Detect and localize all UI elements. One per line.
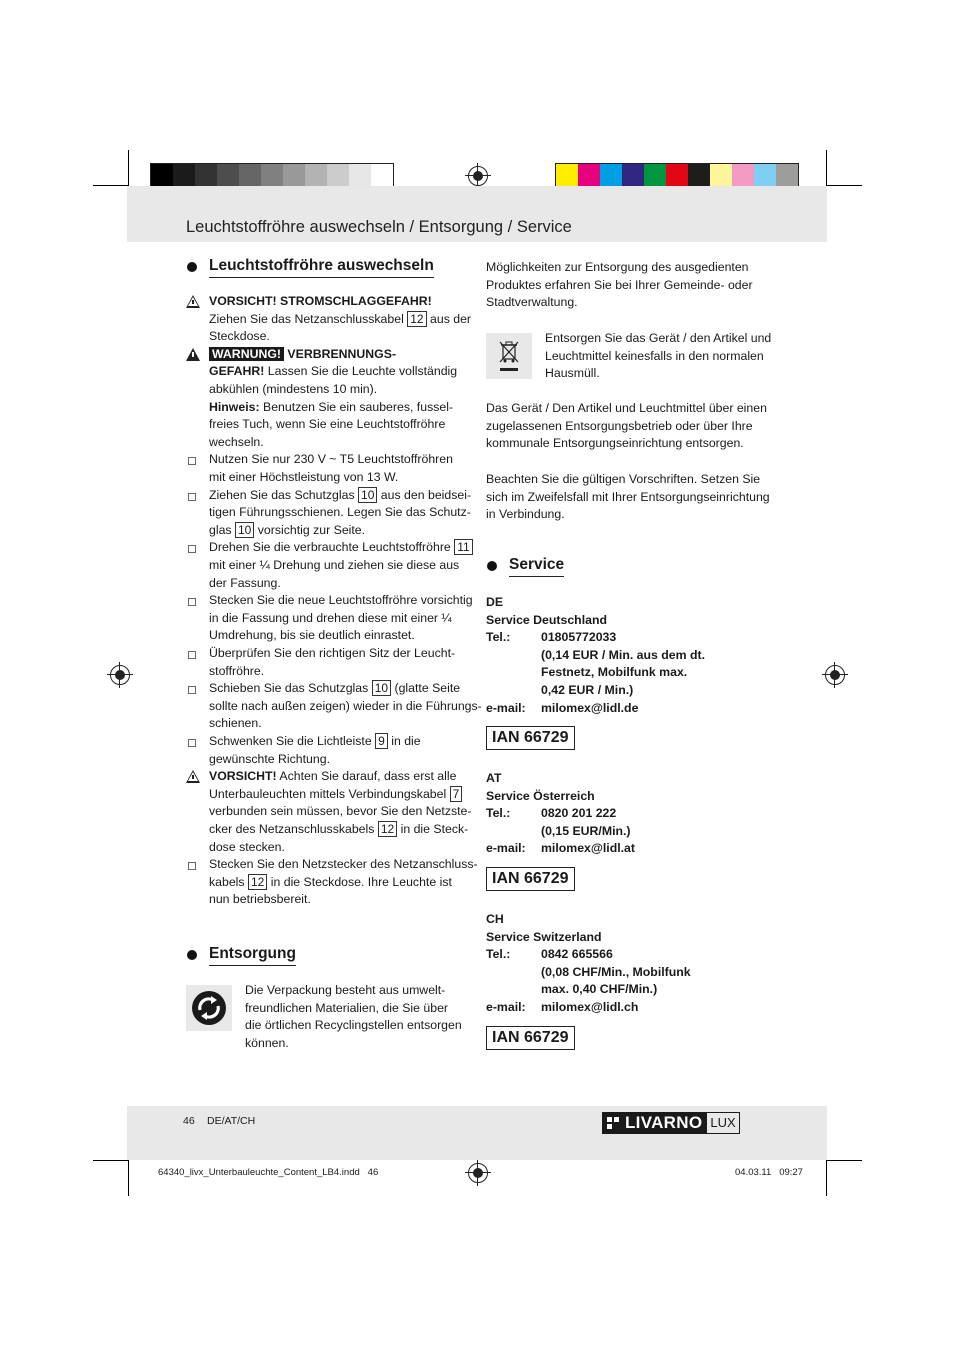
service-country: CH bbox=[486, 912, 504, 926]
text: der Fassung. bbox=[209, 575, 281, 590]
bold-text: VORSICHT! bbox=[209, 769, 277, 784]
instruction-line bbox=[209, 627, 415, 645]
color-swatch bbox=[217, 164, 239, 188]
email-address: milomex@lidl.de bbox=[541, 700, 639, 715]
text-line: die örtlichen Recyclingstellen entsorgen bbox=[245, 1018, 462, 1033]
tel-label: Tel.: bbox=[486, 947, 511, 962]
instruction-line bbox=[209, 451, 453, 469]
instruction-line bbox=[209, 856, 478, 874]
color-swatch bbox=[239, 164, 261, 188]
instruction-line bbox=[209, 821, 468, 839]
text: Schieben Sie das Schutzglas bbox=[209, 681, 372, 696]
color-swatch bbox=[151, 164, 173, 188]
bold-text: VORSICHT! STROMSCHLAGGEFAHR! bbox=[209, 294, 432, 308]
instruction-line bbox=[209, 434, 264, 452]
instruction-line bbox=[209, 715, 262, 733]
email-label: e-mail: bbox=[486, 700, 526, 715]
bullet-icon bbox=[187, 262, 197, 272]
text: abkühlen (mindestens 10 min). bbox=[209, 382, 378, 396]
green-dot-recycling-icon bbox=[186, 985, 232, 1031]
text-line: Stadtverwaltung. bbox=[486, 295, 578, 310]
instruction-line bbox=[209, 504, 471, 522]
tel-line: (0,08 CHF/Min., Mobilfunk bbox=[541, 964, 691, 979]
color-swatch bbox=[754, 164, 776, 188]
color-swatch bbox=[173, 164, 195, 188]
step-checkbox-icon bbox=[188, 651, 196, 659]
crop-mark bbox=[826, 185, 862, 186]
color-swatch bbox=[261, 164, 283, 188]
service-country: AT bbox=[486, 771, 502, 785]
text: sollte nach außen zeigen) wieder in die Führungs- bbox=[209, 698, 482, 713]
text: kabels bbox=[209, 874, 248, 889]
text-line: Möglichkeiten zur Entsorgung des ausgedienten bbox=[486, 260, 749, 274]
instruction-line bbox=[209, 469, 398, 487]
text: Schwenken Sie die Lichtleiste bbox=[209, 734, 376, 748]
text: Benutzen Sie ein sauberes, fussel- bbox=[259, 399, 454, 414]
part-number-box: 10 bbox=[372, 680, 391, 696]
tel-line: 01805772033 bbox=[541, 630, 617, 645]
tel-label: Tel.: bbox=[486, 806, 511, 821]
step-checkbox-icon bbox=[188, 739, 196, 747]
step-checkbox-icon bbox=[188, 545, 196, 553]
registration-mark-icon bbox=[468, 166, 488, 186]
service-name: Service Österreich bbox=[486, 788, 595, 803]
text: Unterbauleuchten mittels Verbindungskabel bbox=[209, 786, 450, 801]
warning-triangle-icon bbox=[186, 295, 200, 308]
text: stoffröhre. bbox=[209, 663, 265, 678]
text-line: sich im Zweifelsfall mit Ihrer Entsorgungseinrichtung bbox=[486, 489, 770, 504]
color-swatch bbox=[327, 164, 349, 188]
instruction-line bbox=[209, 539, 473, 557]
part-number-box: 9 bbox=[375, 733, 388, 749]
email-address: milomex@lidl.at bbox=[541, 841, 635, 856]
registration-mark-icon bbox=[825, 665, 845, 685]
crop-mark bbox=[93, 1160, 129, 1161]
text: Ziehen Sie das Schutzglas bbox=[209, 487, 359, 502]
bold-text: Hinweis: bbox=[209, 399, 260, 414]
instruction-line bbox=[209, 522, 365, 540]
text: Nutzen Sie nur 230 V ~ T5 Leuchtstoffröhren bbox=[209, 452, 453, 467]
bullet-icon bbox=[487, 561, 497, 571]
tel-line: max. 0,40 CHF/Min.) bbox=[541, 982, 658, 997]
instruction-line bbox=[209, 363, 457, 381]
color-swatch bbox=[195, 164, 217, 188]
instruction-line bbox=[209, 768, 456, 786]
text: glas bbox=[209, 522, 235, 537]
email-label: e-mail: bbox=[486, 1000, 526, 1014]
text: freies Tuch, wenn Sie eine Leuchtstoffröhre bbox=[209, 417, 446, 432]
tel-line: (0,14 EUR / Min. aus dem dt. bbox=[541, 647, 705, 662]
crop-mark bbox=[128, 1160, 129, 1196]
text-line: Hausmüll. bbox=[545, 366, 600, 381]
text-line: Produktes erfahren Sie bei Ihrer Gemeinde- oder bbox=[486, 277, 753, 292]
text: tigen Führungsschienen. Legen Sie das Schutz- bbox=[209, 505, 471, 520]
instruction-line bbox=[209, 381, 377, 399]
text-line: Das Gerät / Den Artikel und Leuchtmittel über einen bbox=[486, 401, 767, 415]
text: in die Fassung und drehen diese mit einer ¼ bbox=[209, 610, 452, 625]
color-swatch bbox=[349, 164, 371, 188]
color-swatch bbox=[710, 164, 732, 188]
email-label: e-mail: bbox=[486, 841, 526, 856]
instruction-line bbox=[209, 557, 459, 575]
brand-name: LIVARNO bbox=[624, 1112, 706, 1134]
part-number-box: 10 bbox=[358, 487, 377, 503]
instruction-line bbox=[209, 839, 285, 857]
text: in die Steck- bbox=[397, 822, 469, 836]
text: Steckdose. bbox=[209, 329, 270, 344]
text: dose stecken. bbox=[209, 839, 285, 854]
section-heading-service: Service bbox=[509, 556, 564, 577]
part-number-box: 12 bbox=[378, 821, 397, 837]
text: wechseln. bbox=[209, 434, 264, 449]
text: mit einer Höchstleistung von 13 W. bbox=[209, 470, 399, 484]
page-title: Leuchtstoffröhre auswechseln / Entsorgung / Service bbox=[186, 218, 572, 236]
text: Achten Sie darauf, dass erst alle bbox=[276, 769, 457, 784]
instruction-line bbox=[209, 733, 421, 751]
footer-band bbox=[127, 1106, 827, 1160]
instruction-line bbox=[209, 874, 452, 892]
color-swatch bbox=[578, 164, 600, 188]
instruction-line bbox=[209, 803, 471, 821]
color-swatch bbox=[305, 164, 327, 188]
ian-box: IAN 66729 bbox=[486, 1026, 575, 1050]
text-line: freundlichen Materialien, die Sie über bbox=[245, 1000, 449, 1015]
service-country: DE bbox=[486, 595, 504, 609]
color-swatch bbox=[283, 164, 305, 188]
instruction-line bbox=[209, 328, 270, 346]
text: (glatte Seite bbox=[391, 681, 461, 696]
text: aus der bbox=[426, 311, 472, 326]
crop-mark bbox=[826, 150, 827, 186]
text: Überprüfen Sie den richtigen Sitz der Leucht- bbox=[209, 646, 456, 660]
text: Drehen Sie die verbrauchte Leuchtstoffröhre bbox=[209, 540, 455, 555]
brand-logo bbox=[602, 1112, 740, 1134]
text-line: zugelassenen Entsorgungsbetrieb oder über Ihre bbox=[486, 418, 753, 433]
text: mit einer ¼ Drehung und ziehen sie diese aus bbox=[209, 558, 460, 572]
tel-line: 0,42 EUR / Min.) bbox=[541, 683, 634, 697]
bold-text: VERBRENNUNGS- bbox=[284, 346, 397, 361]
instruction-line bbox=[209, 698, 482, 716]
instruction-line bbox=[209, 786, 462, 804]
color-swatch bbox=[688, 164, 710, 188]
step-checkbox-icon bbox=[188, 686, 196, 694]
instruction-line bbox=[209, 645, 455, 663]
date-slug: 04.03.11 09:27 bbox=[735, 1167, 803, 1178]
page-number: 46 bbox=[183, 1115, 195, 1127]
color-swatch bbox=[600, 164, 622, 188]
file-slug: 64340_livx_Unterbauleuchte_Content_LB4.indd 46 bbox=[158, 1167, 379, 1178]
text-line: können. bbox=[245, 1035, 289, 1050]
registration-mark-icon bbox=[468, 1163, 488, 1183]
instruction-line bbox=[209, 592, 473, 610]
service-name: Service Deutschland bbox=[486, 612, 607, 627]
color-swatch bbox=[622, 164, 644, 188]
text: in die Steckdose. Ihre Leuchte ist bbox=[267, 874, 452, 889]
text: Stecken Sie den Netzstecker des Netzanschluss- bbox=[209, 857, 478, 872]
color-swatch bbox=[371, 164, 393, 188]
step-checkbox-icon bbox=[188, 457, 196, 465]
instruction-line bbox=[209, 487, 471, 505]
step-checkbox-icon bbox=[188, 862, 196, 870]
text-line: Beachten Sie die gültigen Vorschriften. Setzen Sie bbox=[486, 472, 761, 486]
text: Stecken Sie die neue Leuchtstoffröhre vorsichtig bbox=[209, 593, 473, 608]
warning-triangle-icon bbox=[186, 770, 200, 783]
instruction-line bbox=[209, 610, 452, 628]
section-heading-replace: Leuchtstoffröhre auswechseln bbox=[209, 257, 434, 278]
color-swatch bbox=[666, 164, 688, 188]
color-swatch bbox=[644, 164, 666, 188]
part-number-box: 12 bbox=[248, 874, 267, 890]
ian-box: IAN 66729 bbox=[486, 726, 575, 750]
text: schienen. bbox=[209, 716, 262, 731]
warning-triangle-icon bbox=[186, 348, 200, 361]
instruction-line bbox=[209, 293, 432, 311]
text-line: Die Verpackung besteht aus umwelt- bbox=[245, 983, 446, 997]
instruction-line bbox=[209, 891, 311, 909]
warning-label: WARNUNG! bbox=[209, 347, 284, 361]
part-number-box: 10 bbox=[235, 522, 254, 538]
text: verbunden sein müssen, bevor Sie den Netzste- bbox=[209, 804, 472, 819]
part-number-box: 12 bbox=[407, 311, 426, 327]
section-heading-disposal: Entsorgung bbox=[209, 945, 296, 966]
instruction-line bbox=[209, 399, 453, 417]
instruction-line bbox=[209, 751, 330, 769]
text: vorsichtig zur Seite. bbox=[254, 522, 366, 537]
text-line: in Verbindung. bbox=[486, 507, 565, 522]
instruction-line bbox=[209, 311, 471, 329]
text: cker des Netzanschlusskabels bbox=[209, 822, 378, 836]
text: nun betriebsbereit. bbox=[209, 892, 311, 907]
bold-text: GEFAHR! bbox=[209, 364, 265, 379]
crop-mark bbox=[93, 185, 129, 186]
brand-logo-icon bbox=[602, 1112, 624, 1134]
text: Lassen Sie die Leuchte vollständig bbox=[264, 364, 458, 379]
step-checkbox-icon bbox=[188, 598, 196, 606]
tel-line: 0842 665566 bbox=[541, 947, 613, 962]
brand-suffix: LUX bbox=[706, 1112, 739, 1134]
tel-line: Festnetz, Mobilfunk max. bbox=[541, 665, 688, 680]
instruction-line bbox=[209, 680, 460, 698]
text-line: Entsorgen Sie das Gerät / den Artikel und bbox=[545, 331, 772, 345]
instruction-line bbox=[209, 575, 281, 593]
region-code: DE/AT/CH bbox=[207, 1115, 256, 1127]
tel-label: Tel.: bbox=[486, 630, 511, 645]
color-swatch bbox=[776, 164, 798, 188]
crop-mark bbox=[128, 150, 129, 186]
tel-line: (0,15 EUR/Min.) bbox=[541, 823, 631, 838]
instruction-line bbox=[209, 346, 396, 364]
crop-mark bbox=[826, 1160, 862, 1161]
text: Umdrehung, bis sie deutlich einrastet. bbox=[209, 628, 415, 643]
text: in die bbox=[387, 734, 421, 748]
text: aus den beidsei- bbox=[377, 487, 472, 502]
text-line: Leuchtmittel keinesfalls in den normalen bbox=[545, 348, 764, 363]
bullet-icon bbox=[187, 950, 197, 960]
part-number-box: 7 bbox=[450, 786, 463, 802]
header-band bbox=[127, 186, 827, 242]
tel-line: 0820 201 222 bbox=[541, 806, 617, 821]
registration-mark-icon bbox=[110, 665, 130, 685]
color-swatch bbox=[732, 164, 754, 188]
email-address: milomex@lidl.ch bbox=[541, 1000, 639, 1014]
instruction-line bbox=[209, 663, 264, 681]
service-name: Service Switzerland bbox=[486, 929, 602, 944]
step-checkbox-icon bbox=[188, 493, 196, 501]
text-line: kommunale Entsorgungseinrichtung entsorgen. bbox=[486, 436, 744, 451]
instruction-line bbox=[209, 416, 445, 434]
part-number-box: 11 bbox=[454, 539, 472, 555]
color-swatch bbox=[556, 164, 578, 188]
text: gewünschte Richtung. bbox=[209, 751, 330, 766]
crop-mark bbox=[826, 1160, 827, 1196]
ian-box: IAN 66729 bbox=[486, 867, 575, 891]
crossed-bin-icon bbox=[486, 333, 532, 379]
text: Ziehen Sie das Netzanschlusskabel bbox=[209, 311, 408, 326]
